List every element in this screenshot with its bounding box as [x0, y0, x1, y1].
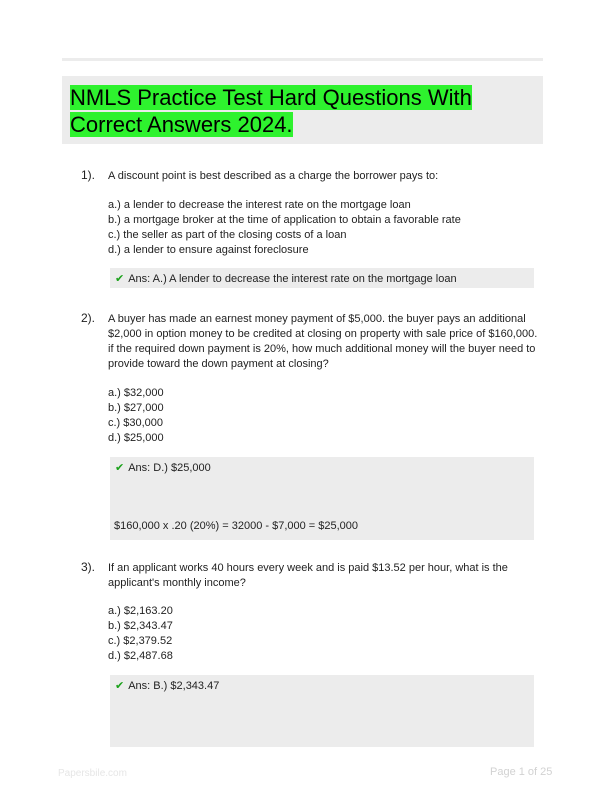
- answer-explanation: $160,000 x .20 (20%) = 32000 - $7,000 = $25,000: [114, 520, 359, 532]
- answer-box: [110, 675, 534, 747]
- check-icon: ✔: [115, 680, 125, 692]
- page-number: Page 1 of 25: [490, 766, 553, 778]
- option-a: a.) a lender to decrease the interest rate on the mortgage loan: [108, 199, 411, 211]
- question-number: 3).: [81, 560, 96, 574]
- option-b: b.) $2,343.47: [108, 620, 173, 632]
- option-d: d.) $2,487.68: [108, 650, 173, 662]
- check-icon: ✔: [115, 273, 125, 285]
- title-highlight: NMLS Practice Test Hard Questions With Correct Answers 2024.: [70, 85, 472, 137]
- top-divider: [62, 58, 543, 61]
- option-d: d.) a lender to ensure against foreclosure: [108, 244, 309, 256]
- option-list: [108, 604, 173, 664]
- footer-watermark: Papersbile.com: [58, 768, 127, 779]
- answer-text: Ans: D.) $25,000: [128, 462, 211, 474]
- option-c: c.) $2,379.52: [108, 635, 173, 647]
- document-title: [70, 84, 540, 138]
- check-icon: ✔: [115, 462, 125, 474]
- option-c: c.) the seller as part of the closing costs of a loan: [108, 229, 347, 241]
- question-number: 1).: [81, 168, 96, 182]
- question-text: A buyer has made an earnest money payment of $5,000. the buyer pays an additional $2,000 in option money to be credited at closing on property with sale price of $160,000. if the required down payment is 20%, how much additional money will the buyer need to provide toward the down payment at closing?: [108, 313, 538, 370]
- question-number: 2).: [81, 311, 96, 325]
- answer-text: Ans: A.) A lender to decrease the interest rate on the mortgage loan: [128, 273, 457, 285]
- option-list: [108, 198, 461, 258]
- answer-line: [115, 272, 457, 285]
- option-b: b.) $27,000: [108, 402, 164, 414]
- answer-box: [110, 268, 534, 288]
- option-c: c.) $30,000: [108, 417, 164, 429]
- answer-text: Ans: B.) $2,343.47: [128, 680, 220, 692]
- question-text: A discount point is best described as a charge the borrower pays to:: [108, 170, 439, 182]
- option-b: b.) a mortgage broker at the time of application to obtain a favorable rate: [108, 214, 461, 226]
- option-a: a.) $32,000: [108, 387, 164, 399]
- answer-line: [115, 679, 219, 692]
- option-d: d.) $25,000: [108, 432, 164, 444]
- option-a: a.) $2,163.20: [108, 605, 173, 617]
- answer-line: [115, 461, 211, 474]
- question-text: If an applicant works 40 hours every week and is paid $13.52 per hour, what is the applicant's monthly income?: [108, 562, 508, 589]
- answer-box: [110, 457, 534, 540]
- option-list: [108, 386, 164, 446]
